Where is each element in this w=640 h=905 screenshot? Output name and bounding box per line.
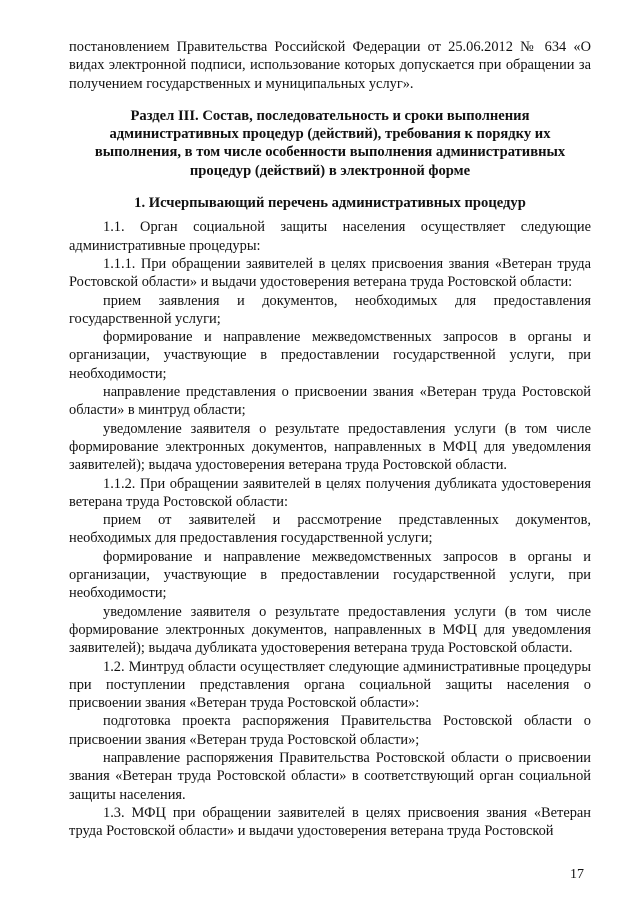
list-item: прием от заявителей и рассмотрение представленных документов, необходимых для предоставления государственной услуги; bbox=[69, 512, 591, 547]
list-item: направление распоряжения Правительства Ростовской области о присвоении звания «Ветеран труда Ростовской области» в соответствующий орган социальной защиты населения. bbox=[69, 749, 591, 803]
section-title: Раздел III. Состав, последовательность и сроки выполнения административных процедур (действий), требования к порядку их выполнения, в том числе особенности выполнения административных процедур (действий) в электронной форме bbox=[94, 107, 566, 179]
list-item: прием заявления и документов, необходимых для предоставления государственной услуги; bbox=[69, 292, 591, 327]
intro-paragraph: постановлением Правительства Российской Федерации от 25.06.2012 № 634 «О видах электронной подписи, использование которых допускается при обращении за получением государственных и муниципальных услуг». bbox=[69, 39, 591, 92]
list-item: направление представления о присвоении звания «Ветеран труда Ростовской области» в минтруд области; bbox=[69, 384, 591, 419]
page-number: 17 bbox=[570, 867, 584, 882]
paragraph-1-2: 1.2. Минтруд области осуществляет следующие административные процедуры при поступлении представления органа социальной защиты населения о присвоении звания «Ветеран труда Ростовской области»: bbox=[69, 658, 591, 712]
list-item: уведомление заявителя о результате предоставления услуги (в том числе формирование электронных документов, направленных в МФЦ для уведомления заявителей); выдача удостоверения ветерана труда Ростовской области. bbox=[69, 420, 591, 474]
paragraph-1-3: 1.3. МФЦ при обращении заявителей в целях присвоения звания «Ветеран труда Ростовской области» и выдачи удостоверения ветерана труда Ростовской bbox=[69, 804, 591, 840]
list-item: формирование и направление межведомственных запросов в органы и организации, участвующие в предоставлении государственной услуги, при необходимости; bbox=[69, 329, 591, 382]
document-page bbox=[69, 38, 591, 840]
paragraph-1-1: 1.1. Орган социальной защиты населения осуществляет следующие административные процедуры: bbox=[69, 219, 591, 254]
list-item: подготовка проекта распоряжения Правительства Ростовской области о присвоении звания «Ветеран труда Ростовской области»; bbox=[69, 713, 591, 748]
paragraph-1-1-2: 1.1.2. При обращении заявителей в целях получения дубликата удостоверения ветерана труда Ростовской области: bbox=[69, 475, 591, 510]
list-item: формирование и направление межведомственных запросов в органы и организации, участвующие в предоставлении государственной услуги, при необходимости; bbox=[69, 548, 591, 602]
paragraph-1-1-1: 1.1.1. При обращении заявителей в целях присвоения звания «Ветеран труда Ростовской области» и выдачи удостоверения ветерана труда Ростовской области: bbox=[69, 255, 591, 291]
list-item: уведомление заявителя о результате предоставления услуги (в том числе формирование электронных документов, направленных в МФЦ для уведомления заявителей); выдача дубликата удостоверения ветерана труда Ростовской области. bbox=[69, 603, 591, 657]
subsection-title: 1. Исчерпывающий перечень административных процедур bbox=[134, 195, 526, 212]
